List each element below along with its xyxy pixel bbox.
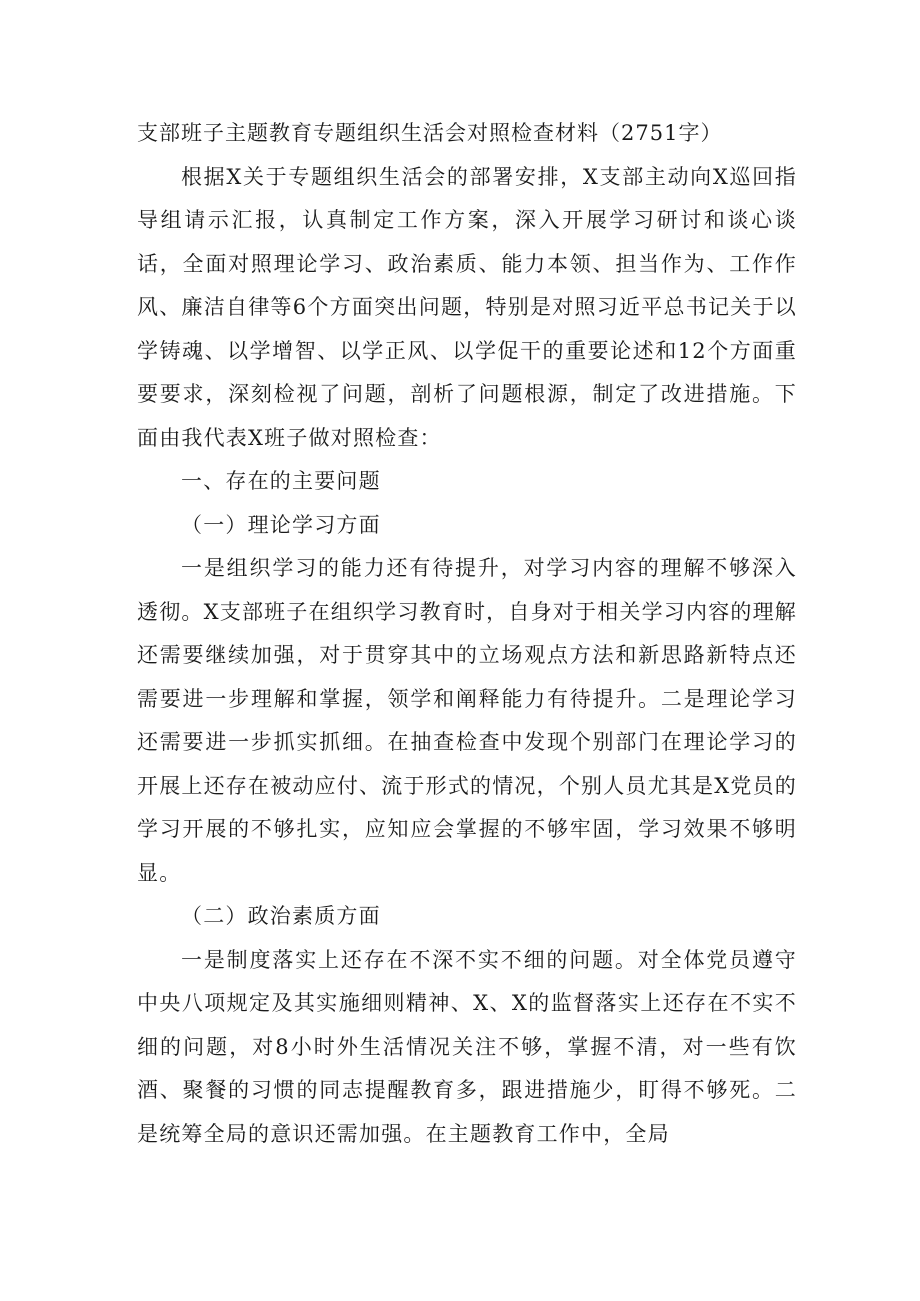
- theory-study-paragraph: 一是组织学习的能力还有待提升，对学习内容的理解不够深入透彻。X支部班子在组织学习教育时，自身对于相关学习内容的理解还需要继续加强，对于贯穿其中的立场观点方法和新思路新特点还需要进一步理解和掌握，领学和阐释能力有待提升。二是理论学习还需要进一步抓实抓细。在抽查检查中发现个别部门在理论学习的开展上还存在被动应付、流于形式的情况，个别人员尤其是X党员的学习开展的不够扎实，应知应会掌握的不够牢固，学习效果不够明显。: [137, 556, 797, 885]
- document-body: [137, 112, 797, 1156]
- intro-paragraph: 根据X关于专题组织生活会的部署安排，X支部主动向X巡回指导组请示汇报，认真制定工作方案，深入开展学习研讨和谈心谈话，全面对照理论学习、政治素质、能力本领、担当作为、工作作风、廉洁自律等6个方面突出问题，特别是对照习近平总书记关于以学铸魂、以学增智、以学正风、以学促干的重要论述和12个方面重要要求，深刻检视了问题，剖析了问题根源，制定了改进措施。下面由我代表X班子做对照检查：: [137, 164, 797, 450]
- political-quality-paragraph: 一是制度落实上还存在不深不实不细的问题。对全体党员遵守中央八项规定及其实施细则精神、X、X的监督落实上还存在不实不细的问题，对8小时外生活情况关注不够，掌握不清，对一些有饮酒、聚餐的习惯的同志提醒教育多，跟进措施少，盯得不够死。二是统筹全局的意识还需加强。在主题教育工作中，全局: [137, 947, 797, 1146]
- document-title: 支部班子主题教育专题组织生活会对照检查材料（2751字）: [137, 121, 723, 145]
- section-heading-main-problems: 一、存在的主要问题: [181, 469, 381, 493]
- subsection-heading-political-quality: （二）政治素质方面: [181, 904, 381, 928]
- subsection-heading-theory-study: （一）理论学习方面: [181, 512, 381, 537]
